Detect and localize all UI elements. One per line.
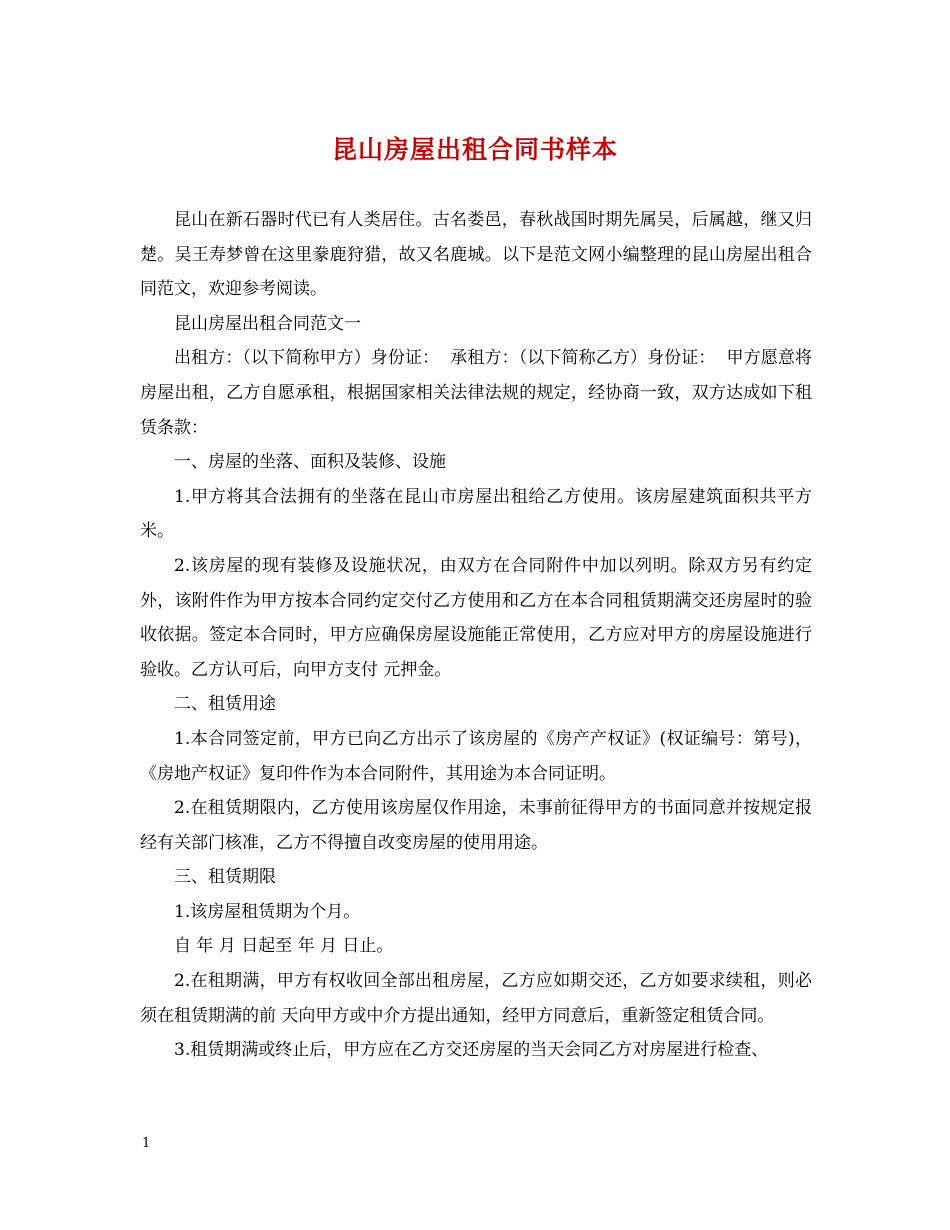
- paragraph-intro: 昆山在新石器时代已有人类居住。古名娄邑，春秋战国时期先属吴，后属越，继又归楚。吴王寿梦曾在这里豢鹿狩猎，故又名鹿城。以下是范文网小编整理的昆山房屋出租合同范文，欢迎参考阅读。: [140, 210, 812, 300]
- clause-1-1: 1.甲方将其合法拥有的坐落在昆山市房屋出租给乙方使用。该房屋建筑面积共平方米。: [140, 486, 812, 542]
- clause-2-1: 1.本合同签定前，甲方已向乙方出示了该房屋的《房产产权证》(权证编号：第号)，《房地产权证》复印件作为本合同附件，其用途为本合同证明。: [140, 728, 812, 784]
- section-heading-1: 一、房屋的坐落、面积及装修、设施: [174, 452, 446, 473]
- clause-2-2: 2.在租赁期限内，乙方使用该房屋仅作用途，未事前征得甲方的书面同意并按规定报经有关部门核准，乙方不得擅自改变房屋的使用用途。: [140, 798, 812, 853]
- page-number: 1: [142, 1136, 151, 1151]
- paragraph-sample-heading: 昆山房屋出租合同范文一: [174, 313, 361, 334]
- clause-3-1-dates: 自 年 月 日起至 年 月 日止。: [174, 936, 394, 957]
- clause-3-1: 1.该房屋租赁期为个月。: [174, 901, 361, 922]
- document-title: 昆山房屋出租合同书样本: [331, 135, 618, 164]
- section-heading-3: 三、租赁期限: [174, 867, 276, 888]
- clause-1-2: 2.该房屋的现有装修及设施状况，由双方在合同附件中加以列明。除双方另有约定外，该附件作为甲方按本合同约定交付乙方使用和乙方在本合同租赁期满交还房屋时的验收依据。签定本合同时，甲方应确保房屋设施能正常使用，乙方应对甲方的房屋设施进行验收。乙方认可后，向甲方支付 元押金。: [140, 555, 812, 680]
- clause-3-2: 2.在租期满，甲方有权收回全部出租房屋，乙方应如期交还，乙方如要求续租，则必须在租赁期满的前 天向甲方或中介方提出通知，经甲方同意后，重新签定租赁合同。: [140, 971, 812, 1026]
- document-body: [140, 203, 812, 1068]
- clause-3-3: 3.租赁期满或终止后，甲方应在乙方交还房屋的当天会同乙方对房屋进行检查、: [174, 1040, 769, 1061]
- section-heading-2: 二、租赁用途: [174, 694, 276, 715]
- paragraph-parties: 出租方：（以下简称甲方）身份证： 承租方：（以下简称乙方）身份证： 甲方愿意将房屋出租，乙方自愿承租，根据国家相关法律法规的规定，经协商一致，双方达成如下租赁条款：: [140, 348, 812, 438]
